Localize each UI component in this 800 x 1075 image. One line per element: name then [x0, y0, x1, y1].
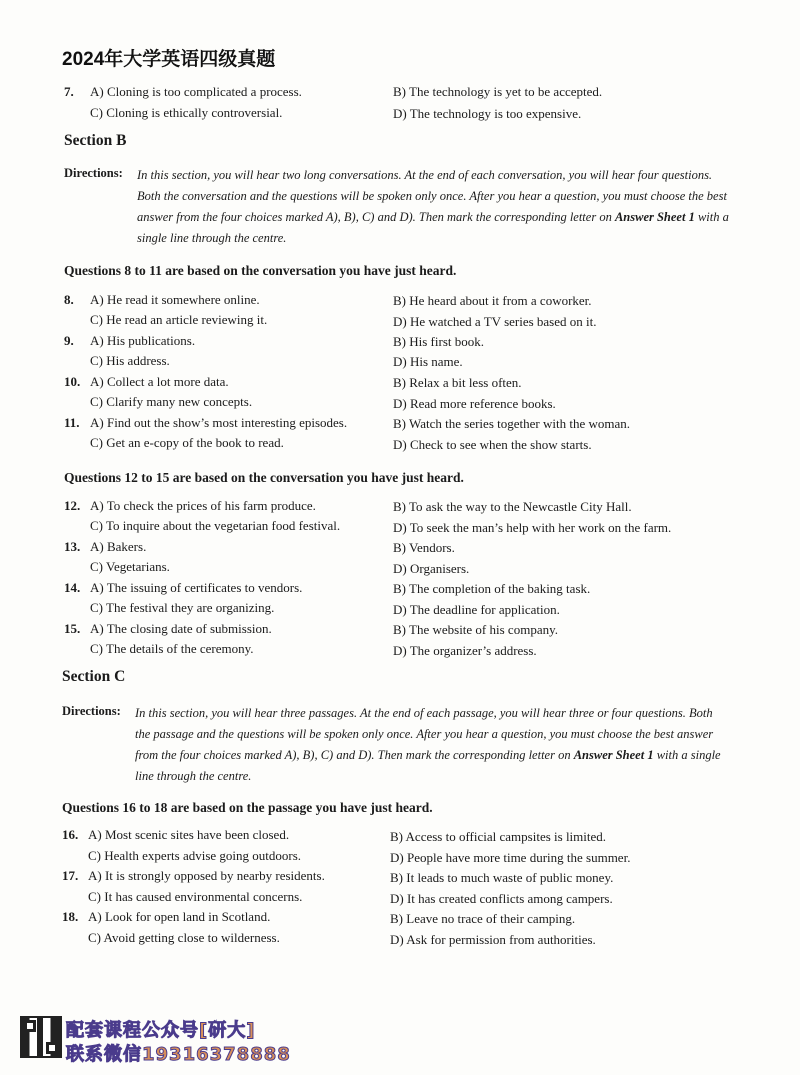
- option-c: C) It has caused environmental concerns.: [88, 889, 303, 904]
- option-b: B) Watch the series together with the woman.: [393, 416, 630, 431]
- option-c: C) Clarify many new concepts.: [90, 394, 253, 409]
- qr-code-icon: [20, 1016, 62, 1058]
- answer-sheet-emphasis: Answer Sheet 1: [614, 210, 695, 224]
- option-b: B) He heard about it from a coworker.: [393, 293, 592, 308]
- option-d: D) Read more reference books.: [393, 396, 556, 411]
- option-c: C) The festival they are organizing.: [90, 600, 275, 615]
- question-number: 17.: [62, 868, 79, 883]
- section-b-directions-label: Directions:: [64, 166, 123, 180]
- option-a: A) It is strongly opposed by nearby residents.: [88, 868, 325, 883]
- option-b: B) The technology is yet to be accepted.: [393, 84, 603, 99]
- option-c: C) He read an article reviewing it.: [90, 312, 268, 327]
- option-b: B) Leave no trace of their camping.: [390, 911, 576, 926]
- watermark-line-2: 联系微信19316378888: [66, 1044, 291, 1065]
- question-number: 8.: [64, 292, 74, 307]
- question-group-heading: Questions 8 to 11 are based on the conversation you have just heard.: [64, 263, 457, 278]
- question-number: 18.: [62, 909, 79, 924]
- option-d: D) The deadline for application.: [393, 602, 560, 617]
- option-b: B) The website of his company.: [393, 622, 558, 637]
- question-number: 10.: [64, 374, 81, 389]
- option-b: B) His first book.: [393, 334, 484, 349]
- section-b-directions-text: In this section, you will hear two long conversations. At the end of each conversation, you will hear four questions. Both the conversation and the questions will be spoken only once. After you hear a question, you must choose the best answer from the four choices marked A), B), C) and D). Then mark the corresponding letter on Answer Sheet 1 with a single line through the centre.: [137, 168, 729, 245]
- option-d: D) Ask for permission from authorities.: [390, 932, 596, 947]
- option-a: A) Look for open land in Scotland.: [88, 909, 271, 924]
- page-header-title: 2024年大学英语四级真题: [62, 49, 276, 70]
- option-a: A) Collect a lot more data.: [90, 374, 229, 389]
- question-number: 16.: [62, 827, 79, 842]
- question-number: 9.: [64, 333, 74, 348]
- answer-sheet-emphasis: Answer Sheet 1: [573, 748, 654, 762]
- watermark-line-1: 配套课程公众号[研大]: [66, 1020, 256, 1041]
- option-a: A) The closing date of submission.: [90, 621, 272, 636]
- question-number: 13.: [64, 539, 81, 554]
- option-c: C) Cloning is ethically controversial.: [90, 105, 283, 120]
- option-b: B) It leads to much waste of public money.: [390, 870, 614, 885]
- option-d: D) People have more time during the summer.: [390, 850, 631, 865]
- option-d: D) He watched a TV series based on it.: [393, 314, 597, 329]
- option-c: C) Avoid getting close to wilderness.: [88, 930, 280, 945]
- option-a: A) To check the prices of his farm produce.: [90, 498, 316, 513]
- option-a: A) Bakers.: [90, 539, 147, 554]
- option-c: C) Health experts advise going outdoors.: [88, 848, 302, 863]
- option-b: B) Access to official campsites is limited.: [390, 829, 607, 844]
- option-a: A) Find out the show’s most interesting episodes.: [90, 415, 348, 430]
- option-c: C) Get an e-copy of the book to read.: [90, 435, 284, 450]
- option-b: B) Relax a bit less often.: [393, 375, 522, 390]
- option-d: D) His name.: [393, 354, 463, 369]
- section-c-directions-text: In this section, you will hear three passages. At the end of each passage, you will hear three or four questions. Both the passage and the questions will be spoken only once. After you hear a question, you must choose the best answer from the four choices marked A), B), C) and D). Then mark the corresponding letter on Answer Sheet 1 with a single line through the centre.: [135, 706, 721, 783]
- section-b-title: Section B: [64, 132, 127, 149]
- option-d: D) The technology is too expensive.: [393, 106, 582, 121]
- option-a: A) His publications.: [90, 333, 196, 348]
- option-d: D) Organisers.: [393, 561, 470, 576]
- option-a: A) The issuing of certificates to vendors.: [90, 580, 303, 595]
- option-d: D) The organizer’s address.: [393, 643, 537, 658]
- question-number: 11.: [64, 415, 80, 430]
- option-c: C) Vegetarians.: [90, 559, 170, 574]
- option-d: D) It has created conflicts among campers.: [390, 891, 613, 906]
- question-number: 12.: [64, 498, 81, 513]
- footer-watermark: [20, 1016, 320, 1064]
- option-a: A) Most scenic sites have been closed.: [88, 827, 290, 842]
- question-group-heading: Questions 16 to 18 are based on the passage you have just heard.: [62, 800, 433, 815]
- option-a: A) Cloning is too complicated a process.: [90, 84, 302, 99]
- option-a: A) He read it somewhere online.: [90, 292, 260, 307]
- question-number: 14.: [64, 580, 81, 595]
- option-d: D) To seek the man’s help with her work on the farm.: [393, 520, 672, 535]
- option-c: C) To inquire about the vegetarian food festival.: [90, 518, 341, 533]
- section-c-directions-label: Directions:: [62, 704, 121, 718]
- option-b: B) To ask the way to the Newcastle City Hall.: [393, 499, 632, 514]
- question-number: 7.: [64, 84, 74, 99]
- option-d: D) Check to see when the show starts.: [393, 437, 592, 452]
- option-c: C) His address.: [90, 353, 170, 368]
- question-group-heading: Questions 12 to 15 are based on the conversation you have just heard.: [64, 470, 464, 485]
- option-c: C) The details of the ceremony.: [90, 641, 254, 656]
- section-c-title: Section C: [62, 668, 126, 685]
- option-b: B) The completion of the baking task.: [393, 581, 591, 596]
- question-number: 15.: [64, 621, 81, 636]
- option-b: B) Vendors.: [393, 540, 455, 555]
